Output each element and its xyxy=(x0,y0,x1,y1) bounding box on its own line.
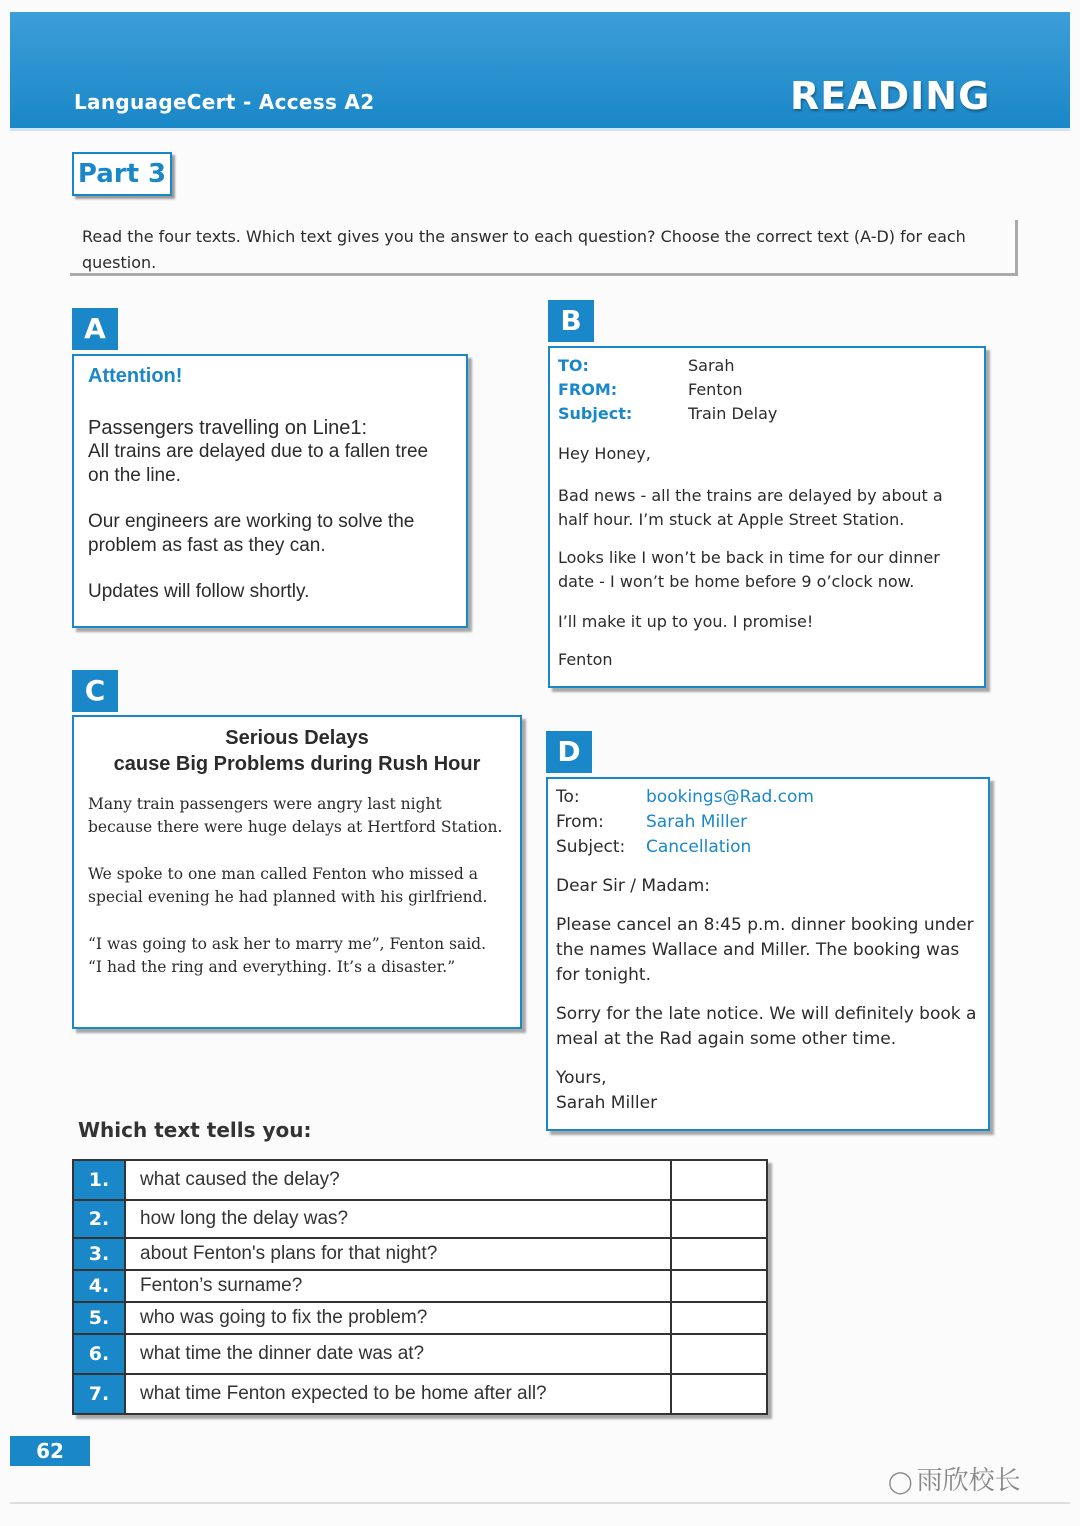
footer-divider xyxy=(10,1502,1070,1504)
text-d-p2: Sorry for the late notice. We will definitely book a meal at the Rad again some other time. xyxy=(556,1004,977,1049)
text-d-closing: Yours, xyxy=(556,1068,607,1088)
text-b-greeting: Hey Honey, xyxy=(558,444,651,463)
text-d-from-label: From: xyxy=(556,812,604,832)
answer-cell[interactable] xyxy=(672,1271,766,1301)
text-b-to-row xyxy=(558,354,976,378)
text-a-letter: A xyxy=(72,308,118,350)
text-a-p2: Our engineers are working to solve the problem as fast as they can. xyxy=(88,511,415,556)
question-number: 1. xyxy=(74,1161,126,1199)
part-label: Part 3 xyxy=(72,152,172,196)
text-b-p3: I’ll make it up to you. I promise! xyxy=(558,612,814,631)
answer-cell[interactable] xyxy=(672,1303,766,1333)
text-b-from-label: FROM: xyxy=(558,380,618,399)
question-row xyxy=(74,1335,766,1375)
text-c-letter: C xyxy=(72,670,118,712)
question-text: who was going to fix the problem? xyxy=(126,1303,672,1333)
text-d-from-row xyxy=(556,810,980,835)
text-d-p1: Please cancel an 8:45 p.m. dinner booking under the names Wallace and Miller. The booking was for tonight. xyxy=(556,915,974,985)
text-b-from-row xyxy=(558,378,976,402)
text-a-p1-line2: All trains are delayed due to a fallen tree on the line. xyxy=(88,441,429,486)
text-b-letter: B xyxy=(548,300,594,342)
question-row xyxy=(74,1201,766,1239)
text-a-box xyxy=(72,354,468,628)
question-number: 2. xyxy=(74,1201,126,1237)
text-c-p1: Many train passengers were angry last night because there were huge delays at Hertford Station. xyxy=(88,795,503,836)
text-d-letter: D xyxy=(546,731,592,773)
question-number: 4. xyxy=(74,1271,126,1301)
questions-table xyxy=(72,1159,768,1415)
text-b-p2: Looks like I won’t be back in time for our dinner date - I won’t be home before 9 o’clock now. xyxy=(558,548,940,591)
question-row xyxy=(74,1239,766,1271)
watermark-text: 雨欣校长 xyxy=(916,1466,1021,1496)
question-row xyxy=(74,1161,766,1201)
text-c-box xyxy=(72,715,522,1029)
text-c-p3-line1: “I was going to ask her to marry me”, Fenton said. xyxy=(88,935,487,953)
answer-cell[interactable] xyxy=(672,1161,766,1199)
answer-cell[interactable] xyxy=(672,1335,766,1373)
text-b-sign: Fenton xyxy=(558,650,613,669)
question-text: what caused the delay? xyxy=(126,1161,672,1199)
text-b-subject-value: Train Delay xyxy=(688,404,778,423)
section-title: READING xyxy=(790,74,991,118)
question-number: 6. xyxy=(74,1335,126,1373)
text-d-subject-value: Cancellation xyxy=(646,837,752,857)
text-a-p3: Updates will follow shortly. xyxy=(88,581,310,602)
watermark xyxy=(888,1460,1021,1497)
instructions: Read the four texts. Which text gives you the answer to each question? Choose the correct text (A-D) for each question. xyxy=(70,220,1018,276)
text-b-to-label: TO: xyxy=(558,356,589,375)
text-c-p2: We spoke to one man called Fenton who missed a special evening he had planned with his girlfriend. xyxy=(88,865,488,906)
text-b-from-value: Fenton xyxy=(688,380,743,399)
series-title: LanguageCert - Access A2 xyxy=(74,90,375,114)
text-d-subject-row xyxy=(556,835,980,860)
text-c-headline-2: cause Big Problems during Rush Hour xyxy=(113,753,481,775)
text-d-sign: Sarah Miller xyxy=(556,1093,658,1113)
text-c-headline-1: Serious Delays xyxy=(225,727,369,749)
question-row xyxy=(74,1375,766,1413)
text-a-title: Attention! xyxy=(88,365,183,387)
question-text: what time the dinner date was at? xyxy=(126,1335,672,1373)
text-d-to-value: bookings@Rad.com xyxy=(646,787,814,807)
question-number: 3. xyxy=(74,1239,126,1269)
questions-title: Which text tells you: xyxy=(78,1118,312,1142)
answer-cell[interactable] xyxy=(672,1375,766,1413)
text-b-box xyxy=(548,346,986,688)
question-text: about Fenton's plans for that night? xyxy=(126,1239,672,1269)
question-row xyxy=(74,1303,766,1335)
text-d-box xyxy=(546,777,990,1131)
text-c-p3-line2: “I had the ring and everything. It’s a disaster.” xyxy=(88,958,456,976)
text-d-to-row xyxy=(556,785,980,810)
answer-cell[interactable] xyxy=(672,1239,766,1269)
question-number: 5. xyxy=(74,1303,126,1333)
question-text: how long the delay was? xyxy=(126,1201,672,1237)
question-text: Fenton’s surname? xyxy=(126,1271,672,1301)
text-d-greeting: Dear Sir / Madam: xyxy=(556,876,710,896)
question-number: 7. xyxy=(74,1375,126,1413)
text-d-from-value: Sarah Miller xyxy=(646,812,748,832)
text-b-subject-row xyxy=(558,402,976,426)
text-b-to-value: Sarah xyxy=(688,356,735,375)
question-text: what time Fenton expected to be home after all? xyxy=(126,1375,672,1413)
text-d-to-label: To: xyxy=(556,787,580,807)
page-number: 62 xyxy=(10,1436,90,1466)
text-b-p1: Bad news - all the trains are delayed by about a half hour. I’m stuck at Apple Street Station. xyxy=(558,486,943,529)
answer-cell[interactable] xyxy=(672,1201,766,1237)
text-c-headline xyxy=(88,725,506,777)
text-a-p1-line1: Passengers travelling on Line1: xyxy=(88,417,368,439)
question-row xyxy=(74,1271,766,1303)
text-b-subject-label: Subject: xyxy=(558,404,633,423)
text-d-subject-label: Subject: xyxy=(556,837,626,857)
chat-icon: ◯ xyxy=(888,1470,913,1495)
